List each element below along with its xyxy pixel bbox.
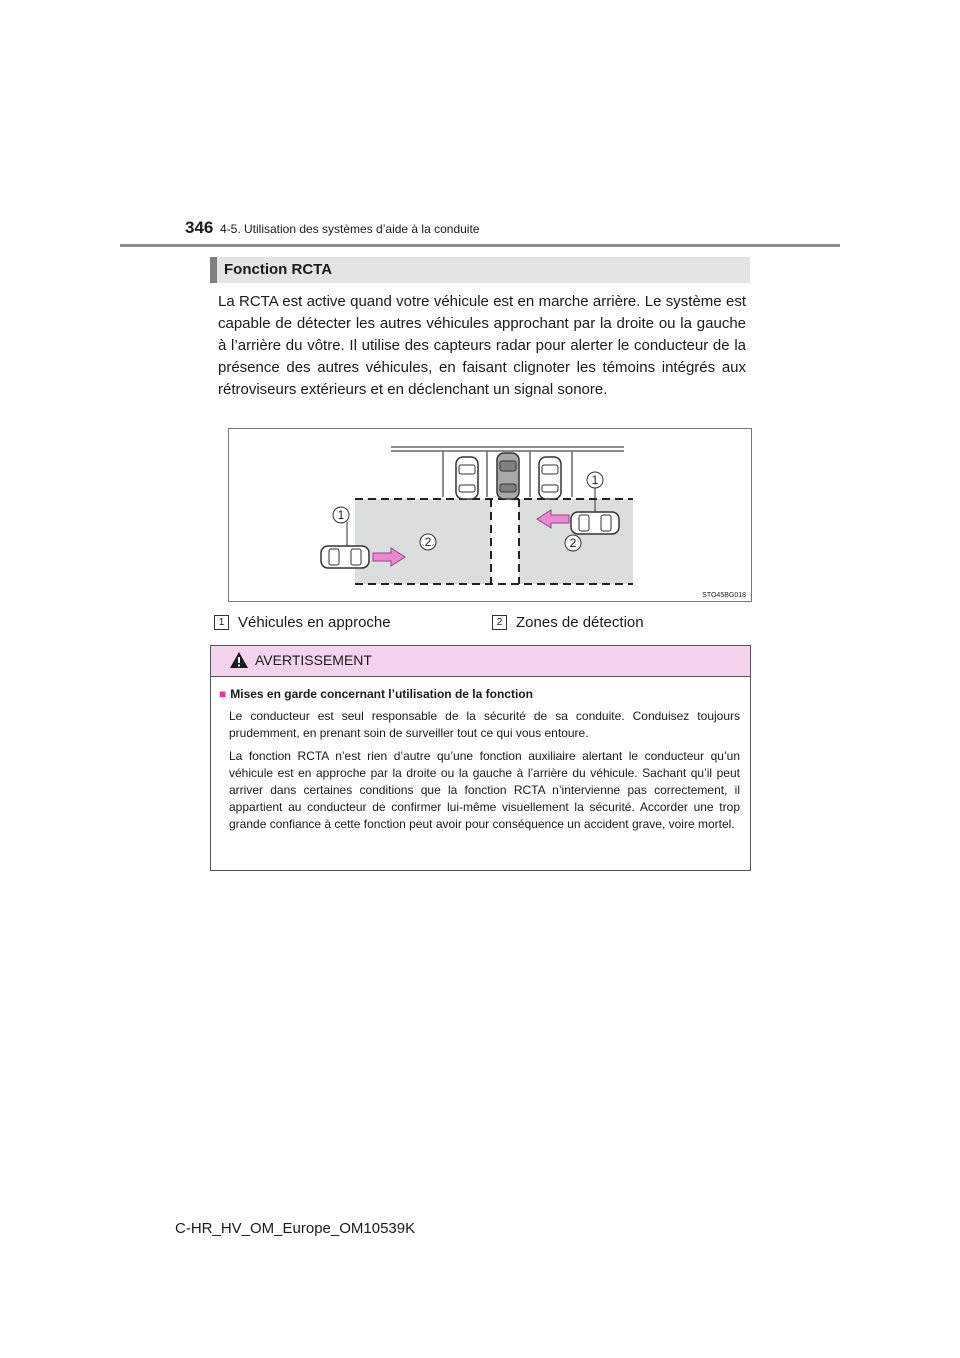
warning-paragraph: La fonction RCTA n’est rien d’autre qu’une fonction auxiliaire alertant le conducteur qu’un véhicule est en approche par la droite ou la gauche à l’arrière du véhicule. Sachant qu’il peut arriver dans certaines conditions que la fonction RCTA n’intervienne pas correctement, il appartient au conducteur de confirmer lui-même visuellement la sécurité. Accorder une trop grande confiance à cette fonction peut avoir pour conséquence un accident grave, voire mortel. — [229, 749, 740, 831]
legend-number: 2 — [492, 615, 507, 630]
figure-code: STO45BG018 — [702, 592, 746, 599]
parked-car-right — [539, 457, 561, 499]
approaching-car-right — [571, 512, 619, 534]
heading-accent-bar — [210, 257, 217, 283]
legend-item-2 — [492, 614, 644, 631]
square-bullet-icon: ■ — [219, 687, 227, 701]
rcta-diagram — [228, 428, 752, 602]
callout-label-2: 2 — [569, 536, 577, 550]
legend-label: Véhicules en approche — [238, 614, 391, 631]
footer-doc-id: C-HR_HV_OM_Europe_OM10539K — [175, 1220, 416, 1237]
warning-triangle-icon — [229, 651, 249, 669]
warning-title: AVERTISSEMENT — [255, 652, 372, 668]
function-heading-box — [210, 257, 750, 283]
callout-label-2: 2 — [424, 535, 432, 549]
callout-label-1: 1 — [591, 473, 599, 487]
approaching-car-left — [321, 546, 369, 568]
warning-subtitle-row — [219, 687, 533, 701]
legend-label: Zones de détection — [516, 614, 644, 631]
warning-subtitle: Mises en garde concernant l’utilisation de la fonction — [230, 687, 533, 701]
intro-paragraph: La RCTA est active quand votre véhicule est en marche arrière. Le système est capable de détecter les autres véhicules approchant par la droite ou la gauche à l’arrière du vôtre. Il utilise des capteurs radar pour alerter le conducteur de la présence des autres véhicules, en faisant clignoter les témoins intégrés aux rétroviseurs extérieurs et en déclenchant un signal sonore. — [218, 293, 746, 398]
function-heading: Fonction RCTA — [224, 261, 333, 278]
warning-header — [211, 646, 750, 677]
rcta-illustration — [229, 429, 751, 601]
section-title: 4-5. Utilisation des systèmes d’aide à la conduite — [220, 222, 480, 236]
page-number: 346 — [185, 218, 214, 237]
legend-item-1 — [214, 614, 391, 631]
warning-box — [210, 645, 751, 871]
callout-label-1: 1 — [337, 508, 345, 522]
parked-car-left — [456, 457, 478, 499]
own-vehicle — [497, 453, 519, 499]
legend-number: 1 — [214, 615, 229, 630]
warning-paragraph: Le conducteur est seul responsable de la sécurité de sa conduite. Conduisez toujours prudemment, en prenant soin de surveiller tout ce qui vous entoure. — [229, 709, 740, 740]
header-rule — [120, 244, 840, 247]
